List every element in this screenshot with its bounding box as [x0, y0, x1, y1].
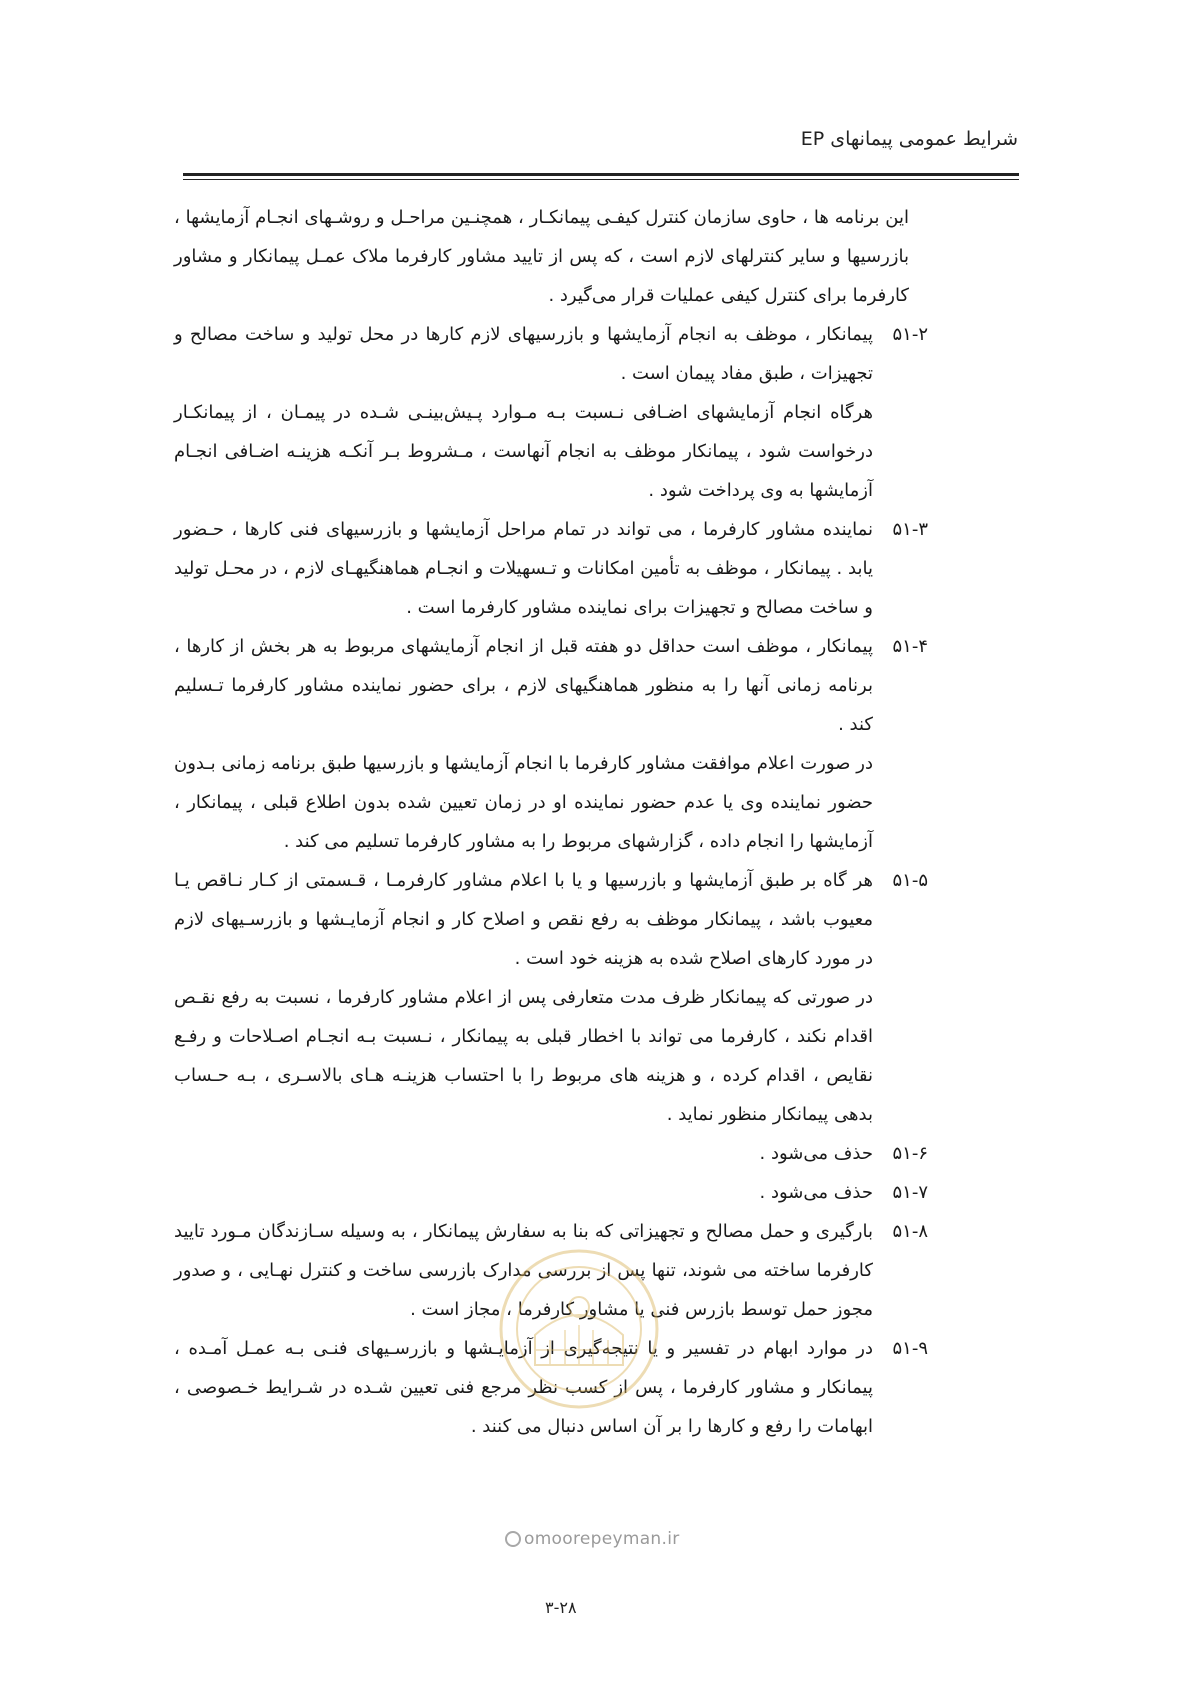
clause-number: ۵۱-۶: [892, 1143, 928, 1164]
clause-number: ۵۱-۸: [892, 1221, 928, 1242]
clause-51-3: [174, 510, 928, 627]
clause-number: ۵۱-۳: [892, 519, 928, 540]
clause-text: در موارد ابهام در تفسیر و یا نتیجه‌گیری از آزمایـشها و بازرسـیهای فنـی بـه عمـل آمـده ، پیمانکار و مشاور کارفرما ، پس از کسب نظر مرجع فنی تعیین شـده در شـرایط خـصوصی ، ابهامات را رفع و کارها را بر آن اساس دنبال می کنند .: [174, 1338, 873, 1437]
clause-text: پیمانکار ، موظف به انجام آزمایشها و بازرسیهای لازم کارها در محل تولید و ساخت مصالح و تجهیزات ، طبق مفاد پیمان است .: [174, 324, 873, 384]
clause-51-7: [174, 1173, 928, 1212]
page-number: ۳-۲۸: [545, 1598, 577, 1617]
clause-51-6: [174, 1134, 928, 1173]
globe-icon: [505, 1531, 521, 1547]
watermark-site: [505, 1529, 680, 1549]
intro-paragraph: این برنامه ها ، حاوی سازمان کنترل کیفـی پیمانکـار ، همچنـین مراحـل و روشـهای انجـام آزمایشها ، بازرسیها و سایر کنترلهای لازم است ، که پس از تایید مشاور کارفرما ملاک عمـل پیمانکار و مشاور کارفرما برای کنترل کیفی عملیات قرار می‌گیرد .: [174, 207, 909, 306]
header-rule-thick: [183, 173, 1019, 176]
clause-text: حذف می‌شود .: [759, 1182, 873, 1203]
clause-text: هر گاه بر طبق آزمایشها و بازرسیها و یا با اعلام مشاور کارفرمـا ، قـسمتی از کـار نـاقص یـا معیوب باشد ، پیمانکار موظف به رفع نقص و اصلاح کار و انجام آزمایـشها و بازرسـیهای لازم در مورد کارهای اصلاح شده به هزینه خود است .: [174, 870, 873, 969]
clause-number: ۵۱-۷: [892, 1182, 928, 1203]
clause-text: پیمانکار ، موظف است حداقل دو هفته قبل از انجام آزمایشهای مربوط به هر بخش از کارها ، برنامه زمانی آنها را به منظور هماهنگیهای لازم ، برای حضور نماینده مشاور کارفرما تـسلیم کند .: [174, 636, 873, 735]
clause-51-4: [174, 627, 928, 861]
clause-continuation: در صورتی که پیمانکار ظرف مدت متعارفی پس از اعلام مشاور کارفرما ، نسبت به رفع نقـص اقدام نکند ، کارفرما می تواند با اخطار قبلی به پیمانکار ، نـسبت بـه انجـام اصـلاحات و رفـع نقایص ، اقدام کرده ، و هزینه های مربوط را با احتساب هزینـه هـای بالاسـری ، بـه حـساب بدهی پیمانکار منظور نماید .: [174, 987, 873, 1125]
clause-continuation: هرگاه انجام آزمایشهای اضـافی نـسبت بـه مـوارد پـیش‌بینـی شـده در پیمـان ، از پیمانکـار درخواست شود ، پیمانکار موظف به انجام آنهاست ، مـشروط بـر آنکـه هزینـه اضـافی انجـام آزمایشها به وی پرداخت شود .: [174, 402, 873, 501]
clause-51-2: [174, 315, 928, 510]
clause-number: ۵۱-۹: [892, 1338, 928, 1359]
clause-number: ۵۱-۴: [892, 636, 928, 657]
clause-number: ۵۱-۵: [892, 870, 928, 891]
clause-text: حذف می‌شود .: [759, 1143, 873, 1164]
clause-continuation: در صورت اعلام موافقت مشاور کارفرما با انجام آزمایشها و بازرسیها طبق برنامه زمانی بـدون حضور نماینده وی یا عدم حضور نماینده او در زمان تعیین شده بدون اطلاع قبلی ، پیمانکار ، آزمایشها را انجام داده ، گزارشهای مربوط را به مشاور کارفرما تسلیم می کند .: [174, 753, 873, 852]
clause-number: ۵۱-۲: [892, 324, 928, 345]
page-header-title: شرایط عمومی پیمانهای EP: [800, 128, 1018, 150]
clause-text: نماینده مشاور کارفرما ، می تواند در تمام مراحل آزمایشها و بازرسیهای فنی کارها ، حـضور یابد . پیمانکار ، موظف به تأمین امکانات و تـسهیلات و انجـام هماهنگیهـای لازم ، در محـل تولید و ساخت مصالح و تجهیزات برای نماینده مشاور کارفرما است .: [174, 519, 873, 618]
clause-51-5: [174, 861, 928, 1134]
watermark-seal-icon: [495, 1245, 663, 1413]
header-rule-thin: [183, 179, 1019, 180]
watermark-site-text: omoorepeyman.ir: [524, 1529, 680, 1549]
clause-text: بارگیری و حمل مصالح و تجهیزاتی که بنا به سفارش پیمانکار ، به وسیله سـازندگان مـورد تایید کارفرما ساخته می شوند، تنها پس از بررسی مدارک بازرسی ساخت و کنترل نهـایی ، و صدور مجوز حمل توسط بازرس فنی یا مشاور کارفرما ، مجاز است .: [174, 1221, 873, 1320]
